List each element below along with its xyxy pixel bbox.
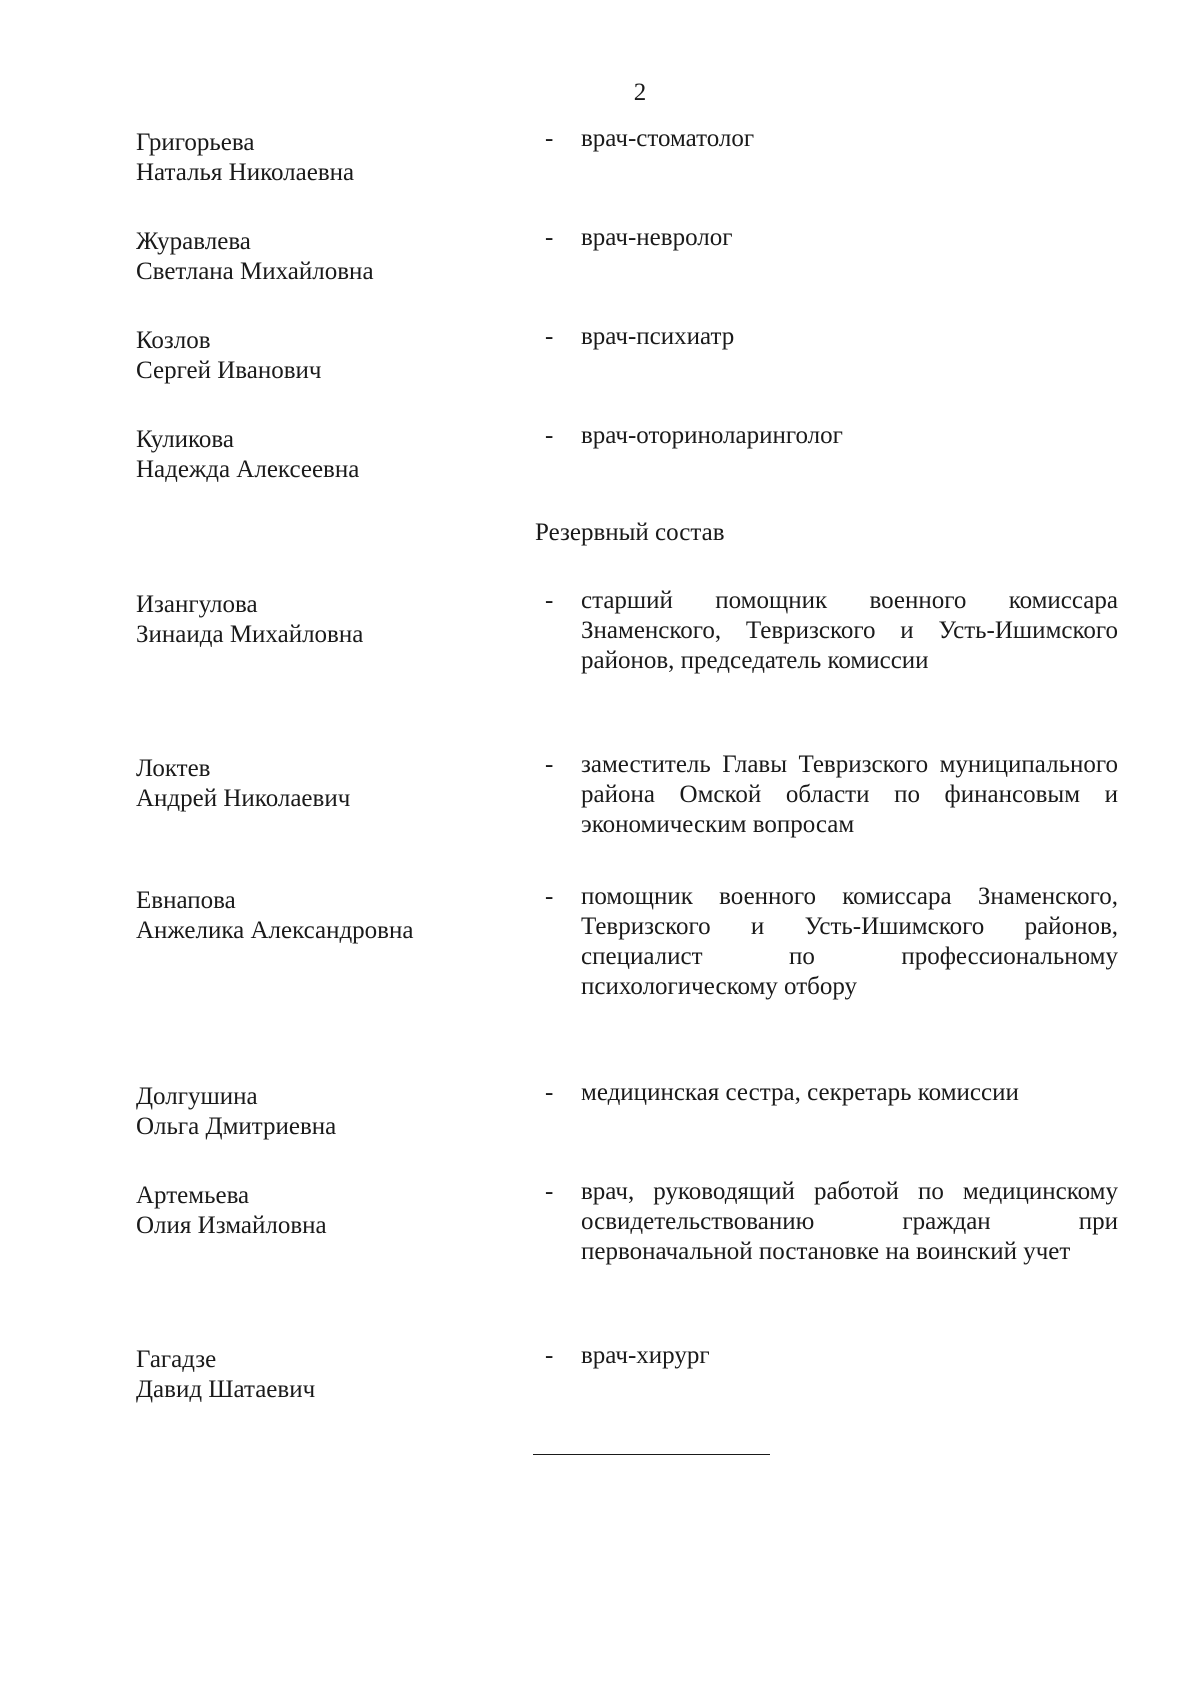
member-given-names: Ольга Дмитриевна [136, 1113, 337, 1140]
member-role: врач-оториноларинголог [581, 422, 843, 449]
dash-separator: - [545, 1178, 554, 1205]
member-name [136, 1345, 536, 1405]
member-role: заместитель Главы Тевризского муниципального района Омской области по финансовым и экономическим вопросам [581, 751, 1118, 838]
member-role: врач, руководящий работой по медицинскому освидетельствованию граждан при первоначальной постановке на воинский учет [581, 1178, 1118, 1265]
member-name [136, 326, 536, 386]
member-surname: Григорьева [136, 129, 255, 156]
member-given-names: Сергей Иванович [136, 357, 322, 384]
dash-separator: - [545, 224, 554, 251]
member-name [136, 754, 536, 814]
member-surname: Козлов [136, 327, 211, 354]
dash-separator: - [545, 1342, 554, 1369]
member-surname: Евнапова [136, 887, 236, 914]
dash-separator: - [545, 422, 554, 449]
member-name [136, 1181, 536, 1241]
member-name [136, 425, 536, 485]
member-name [136, 590, 536, 650]
dash-separator: - [545, 587, 554, 614]
reserve-heading: Резервный состав [535, 519, 725, 546]
member-given-names: Зинаида Михайловна [136, 621, 364, 648]
page-number: 2 [633, 79, 647, 106]
member-role: старший помощник военного комиссара Знаменского, Тевризского и Усть-Ишимского районов, председатель комиссии [581, 587, 1118, 674]
member-role: врач-хирург [581, 1342, 710, 1369]
member-role: врач-стоматолог [581, 125, 755, 152]
member-name [136, 128, 536, 188]
member-given-names: Андрей Николаевич [136, 785, 351, 812]
member-role: врач-невролог [581, 224, 733, 251]
member-given-names: Олия Измайловна [136, 1212, 327, 1239]
member-given-names: Наталья Николаевна [136, 159, 355, 186]
end-divider-line [533, 1454, 770, 1455]
member-role: помощник военного комиссара Знаменского, Тевризского и Усть-Ишимского районов, специалист по профессиональному психологическому отбору [581, 883, 1118, 1000]
member-surname: Изангулова [136, 591, 258, 618]
member-surname: Артемьева [136, 1182, 250, 1209]
member-given-names: Анжелика Александровна [136, 917, 414, 944]
member-given-names: Светлана Михайловна [136, 258, 374, 285]
member-surname: Долгушина [136, 1083, 258, 1110]
member-name [136, 886, 536, 946]
member-surname: Куликова [136, 426, 234, 453]
dash-separator: - [545, 883, 554, 910]
member-name [136, 1082, 536, 1142]
dash-separator: - [545, 1079, 554, 1106]
member-surname: Локтев [136, 755, 211, 782]
dash-separator: - [545, 323, 554, 350]
member-given-names: Надежда Алексеевна [136, 456, 360, 483]
member-surname: Журавлева [136, 228, 251, 255]
member-role: медицинская сестра, секретарь комиссии [581, 1079, 1019, 1106]
member-surname: Гагадзе [136, 1346, 217, 1373]
dash-separator: - [545, 751, 554, 778]
member-given-names: Давид Шатаевич [136, 1376, 316, 1403]
member-role: врач-психиатр [581, 323, 735, 350]
member-name [136, 227, 536, 287]
dash-separator: - [545, 125, 554, 152]
